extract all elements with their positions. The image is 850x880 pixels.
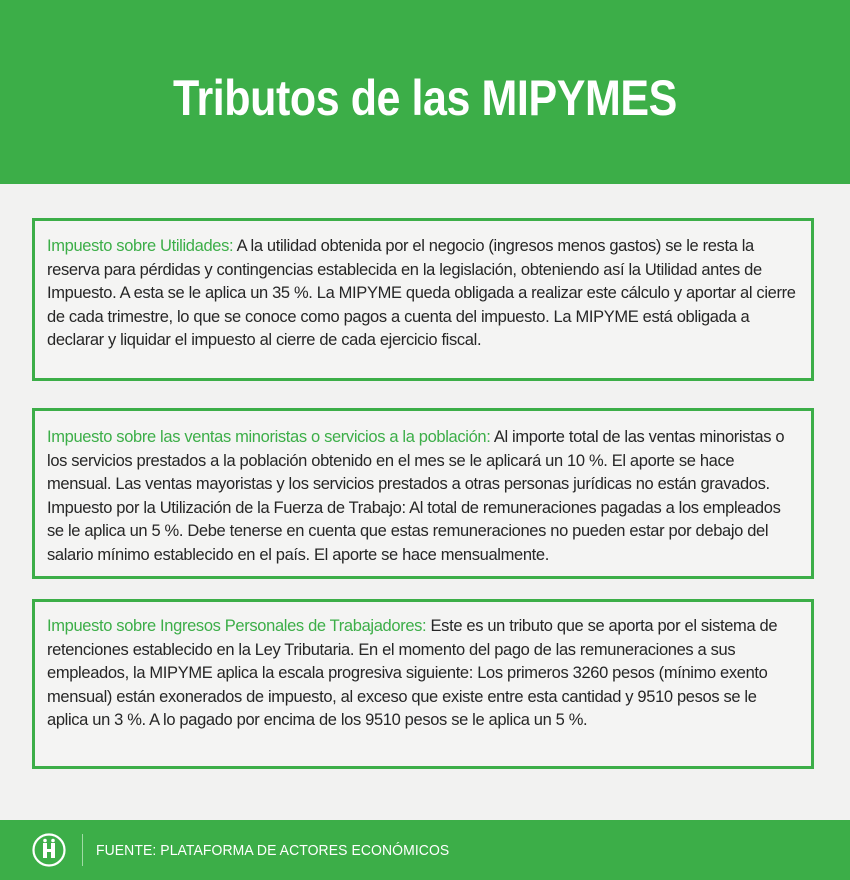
section-heading: Impuesto sobre Ingresos Personales de Trabajadores: <box>47 617 427 635</box>
header-banner <box>0 0 850 184</box>
section-body: Este es un tributo que se aporta por el sistema de retenciones establecido en la Ley Tributaria. En el momento del pago de las remuneraciones a sus empleados, la MIPYME aplica la escala progresiva siguiente: Los primeros 3260 pesos (mínimo exento mensual) están exonerados de impuesto, al exceso que existe entre esta cantidad y 9510 pesos se le aplica un 3 %. A lo pagado por encima de los 9510 pesos se le aplica un 5 %. <box>47 617 778 729</box>
section-text <box>47 235 801 353</box>
section-text <box>47 426 801 567</box>
section-text <box>47 615 801 733</box>
tax-section-utilidades <box>32 218 814 381</box>
tax-section-ingresos-personales <box>32 599 814 769</box>
tax-section-ventas-minoristas <box>32 408 814 579</box>
organization-logo-icon <box>32 833 66 867</box>
footer-bar <box>0 820 850 880</box>
section-body: A la utilidad obtenida por el negocio (ingresos menos gastos) se le resta la reserva para pérdidas y contingencias establecida en la legislación, obteniendo así la Utilidad antes de Impuesto. A esta se le aplica un 35 %. La MIPYME queda obligada a realizar este cálculo y aportar al cierre de cada trimestre, lo que se conoce como pagos a cuenta del impuesto. La MIPYME está obligada a declarar y liquidar el impuesto al cierre de cada ejercicio fiscal. <box>47 237 796 349</box>
section-body: Al importe total de las ventas minoristas o los servicios prestados a la población obtenido en el mes se le aplicará un 10 %. El aporte se hace mensual. Las ventas mayoristas y los servicios prestados a otras personas jurídicas no están gravados. Impuesto por la Utilización de la Fuerza de Trabajo: Al total de remuneraciones pagadas a los empleados se le aplica un 5 %. Debe tenerse en cuenta que estas remuneraciones no pueden estar por debajo del salario mínimo establecido en el país. El aporte se hace mensualmente. <box>47 428 785 564</box>
section-heading: Impuesto sobre Utilidades: <box>47 237 234 255</box>
source-credit: FUENTE: PLATAFORMA DE ACTORES ECONÓMICOS <box>96 841 450 859</box>
footer-divider <box>82 834 83 866</box>
section-heading: Impuesto sobre las ventas minoristas o servicios a la población: <box>47 428 491 446</box>
page-title: Tributos de las MIPYMES <box>173 70 677 126</box>
